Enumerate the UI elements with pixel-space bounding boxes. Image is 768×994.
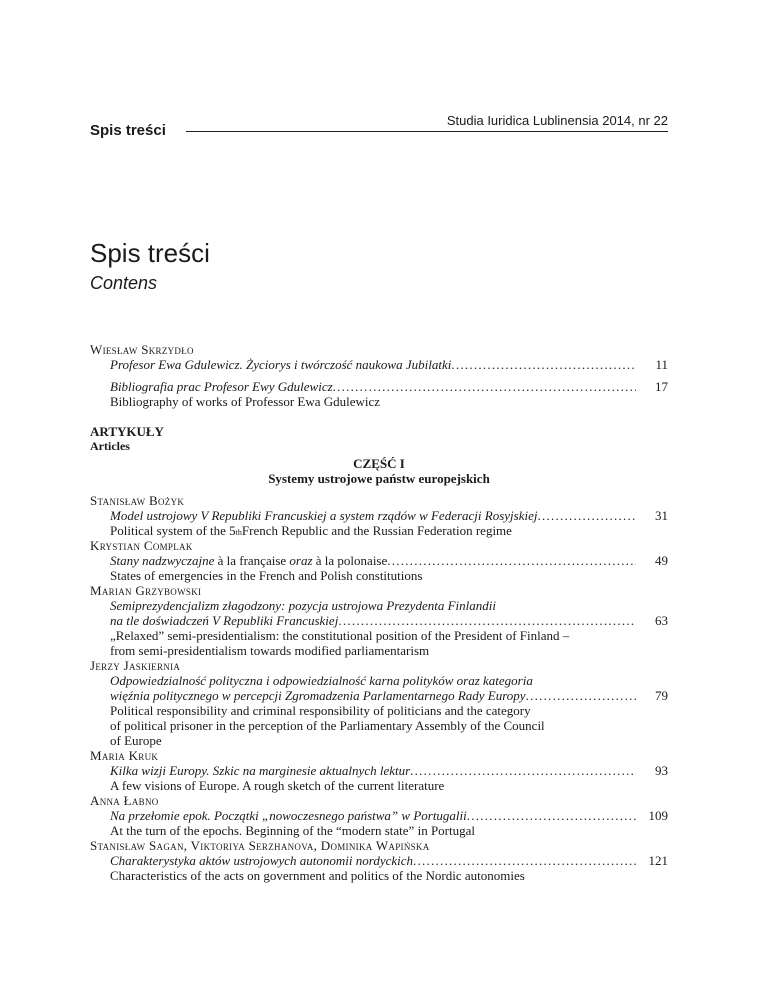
entry-title: Kilka wizji Europy. Szkic na marginesie aktualnych lektur	[110, 763, 411, 778]
articles-subheading: Articles	[90, 439, 130, 453]
articles-heading: ARTYKUŁY	[90, 424, 164, 439]
entry-translation: A few visions of Europe. A rough sketch of the current literature	[110, 778, 445, 793]
toc-entry[interactable]	[90, 508, 668, 538]
page-title: Spis treści	[90, 238, 210, 268]
entry-page: 11	[655, 357, 668, 372]
entry-title: Na przełomie epok. Początki „nowoczesnego państwa” w Portugalii	[110, 808, 467, 823]
toc-author: Krystian Complak	[90, 538, 193, 553]
entry-page: 93	[655, 763, 668, 778]
entry-translation: Political system of the 5 th French Republic and the Russian Federation regime	[110, 523, 512, 538]
toc-entry[interactable]	[90, 673, 668, 748]
entry-translation-cont: of political prisoner in the perception of the Parliamentary Assembly of the Council	[110, 718, 545, 733]
entry-page: 63	[655, 613, 668, 628]
toc	[90, 342, 668, 883]
dot-leader	[338, 613, 636, 628]
dot-leader	[413, 853, 636, 868]
entry-translation: „Relaxed” semi-presidentialism: the constitutional position of the President of Finland –	[110, 628, 570, 643]
toc-author: Maria Kruk	[90, 748, 159, 763]
toc-entry[interactable]	[90, 379, 668, 409]
entry-translation: Characteristics of the acts on government and politics of the Nordic autonomies	[110, 868, 525, 883]
toc-author: Marian Grzybowski	[90, 583, 202, 598]
toc-entry[interactable]	[90, 553, 668, 583]
toc-entry[interactable]	[90, 808, 668, 838]
entry-page: 31	[655, 508, 668, 523]
dot-leader	[333, 379, 636, 394]
entry-title: Charakterystyka aktów ustrojowych autonomii nordyckich	[110, 853, 414, 868]
entry-translation: Bibliography of works of Professor Ewa Gdulewicz	[110, 394, 381, 409]
entry-title: Profesor Ewa Gdulewicz. Życiorys i twórczość naukowa Jubilatki	[110, 357, 452, 372]
entry-title: Semiprezydencjalizm złagodzony: pozycja ustrojowa Prezydenta Finlandii	[110, 598, 496, 613]
dot-leader	[451, 357, 636, 372]
entry-title-cont: więźnia politycznego w percepcji Zgromadzenia Parlamentarnego Rady Europy	[110, 688, 526, 703]
header-journal-info: Studia Iuridica Lublinensia 2014, nr 22	[446, 113, 668, 128]
entry-title: Bibliografia prac Profesor Ewy Gdulewicz	[110, 379, 333, 394]
entry-page: 49	[655, 553, 668, 568]
toc-author: Stanisław Sagan, Viktoriya Serzhanova, Dominika Wapińska	[90, 838, 430, 853]
page-subtitle: Contens	[90, 273, 158, 293]
dot-leader	[387, 553, 636, 568]
entry-page: 17	[655, 379, 668, 394]
entry-page: 79	[655, 688, 668, 703]
entry-page: 121	[648, 853, 668, 868]
toc-entry[interactable]	[90, 598, 668, 658]
entry-translation-cont: from semi-presidentialism towards modified parliamentarism	[110, 643, 430, 658]
entry-translation-cont: of Europe	[110, 733, 162, 748]
toc-author: Stanisław Bożyk	[90, 493, 185, 508]
entry-title: Model ustrojowy V Republiki Francuskiej a system rządów w Federacji Rosyjskiej	[110, 508, 538, 523]
entry-translation: Political responsibility and criminal responsibility of politicians and the category	[110, 703, 531, 718]
running-header	[90, 110, 668, 140]
dot-leader	[467, 808, 636, 823]
header-rule	[186, 131, 668, 132]
entry-page: 109	[648, 808, 668, 823]
dot-leader	[410, 763, 636, 778]
toc-author: Wiesław Skrzydło	[90, 342, 194, 357]
dot-leader	[526, 688, 636, 703]
part-heading: CZĘŚĆ I	[353, 456, 405, 471]
part-title: Systemy ustrojowe państw europejskich	[268, 471, 490, 486]
entry-title-cont: na tle doświadczeń V Republiki Francuskiej	[110, 613, 339, 628]
toc-author: Anna Łabno	[90, 793, 159, 808]
entry-title: Odpowiedzialność polityczna i odpowiedzialność karna polityków oraz kategoria	[110, 673, 533, 688]
toc-entry[interactable]	[90, 357, 668, 372]
entry-translation: At the turn of the epochs. Beginning of the “modern state” in Portugal	[110, 823, 475, 838]
entry-translation: States of emergencies in the French and Polish constitutions	[110, 568, 423, 583]
entry-title: Stany nadzwyczajne à la française oraz à la polonaise . . .	[110, 553, 636, 568]
header-section-title: Spis treści	[90, 122, 174, 140]
dot-leader	[537, 508, 636, 523]
toc-author: Jerzy Jaskiernia	[90, 658, 181, 673]
toc-entry[interactable]	[90, 853, 668, 883]
toc-entry[interactable]	[90, 763, 668, 793]
